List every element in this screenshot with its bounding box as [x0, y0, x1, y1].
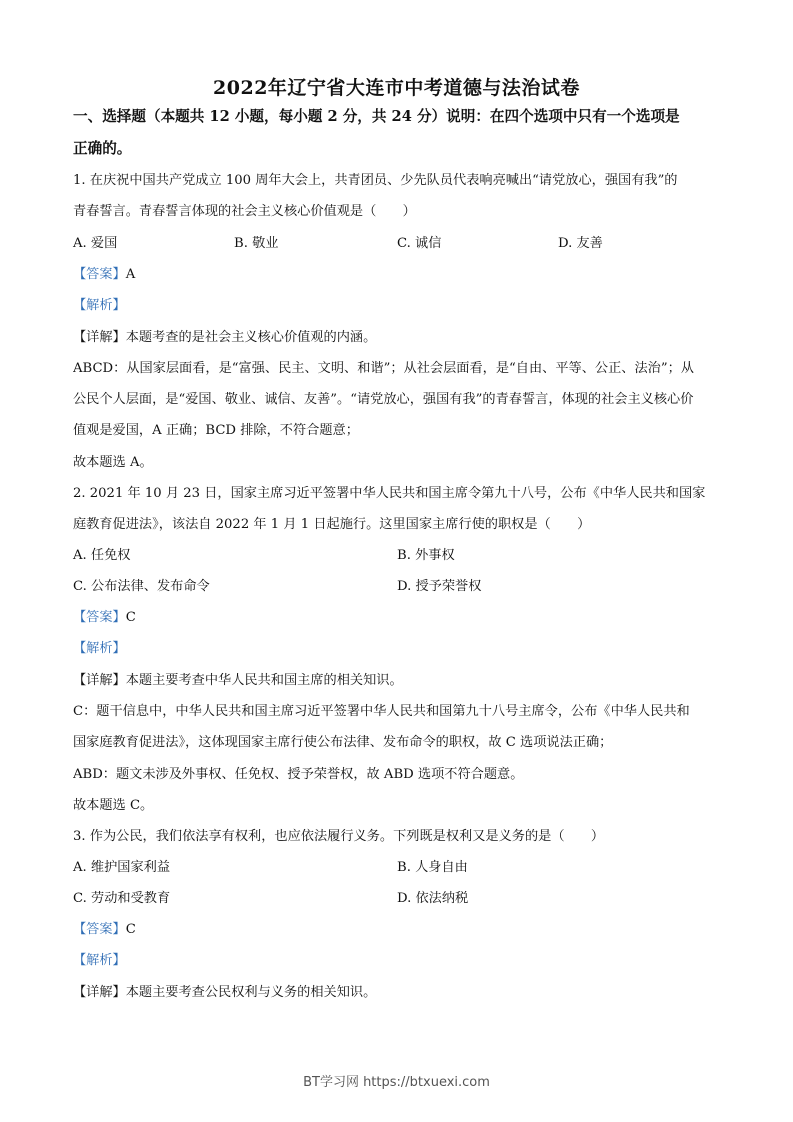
q1-answer-value: A: [125, 267, 136, 282]
q2-answer-tag: 【答案】: [73, 610, 126, 625]
section-heading-line2: 正确的。: [73, 140, 132, 157]
section-heading-line1: 一、选择题（本题共 12 小题，每小题 2 分，共 24 分）说明：在四个选项中只有一个选项是: [73, 108, 680, 125]
q1-stem-line2: 青春誓言。青春誓言体现的社会主义核心价值观是（ ）: [73, 204, 416, 219]
q2-explain-line3: ABD：题文未涉及外事权、任免权、授予荣誉权，故 ABD 选项不符合题意。: [73, 767, 524, 782]
q3-answer-line: [73, 921, 733, 939]
q1-detail-text: 本题考查的是社会主义核心价值观的内涵。: [125, 330, 377, 345]
q3-option-d: D. 依法纳税: [397, 891, 469, 906]
q2-stem-line1: 2. 2021 年 10 月 23 日，国家主席习近平签署中华人民共和国主席令第九十八号，公布《中华人民共和国家: [73, 486, 706, 501]
q3-analysis-tag: 【解析】: [73, 953, 126, 968]
q2-answer-value: C: [125, 610, 136, 625]
q2-answer-line: [73, 609, 733, 627]
q2-analysis-tag: 【解析】: [73, 641, 126, 656]
q1-answer-tag: 【答案】: [73, 267, 126, 282]
q2-option-b: B. 外事权: [397, 548, 455, 563]
q3-option-b: B. 人身自由: [397, 860, 468, 875]
q3-detail-tag: 【详解】: [73, 985, 126, 1000]
q3-option-c: C. 劳动和受教育: [73, 891, 171, 906]
q3-stem-line1: 3. 作为公民，我们依法享有权利，也应依法履行义务。下列既是权利又是义务的是（ ）: [73, 829, 605, 844]
q1-option-a: A. 爱国: [73, 236, 118, 251]
q2-detail-line: [73, 672, 733, 690]
q1-explain-line3: 值观是爱国，A 正确；BCD 排除，不符合题意；: [73, 423, 359, 438]
page-title: 2022年辽宁省大连市中考道德与法治试卷: [213, 77, 580, 99]
q1-conclusion: 故本题选 A。: [73, 455, 153, 470]
q2-option-d: D. 授予荣誉权: [397, 579, 482, 594]
footer-watermark: BT学习网 https://btxuexi.com: [303, 1075, 490, 1090]
q2-detail-text: 本题主要考查中华人民共和国主席的相关知识。: [125, 673, 403, 688]
q2-detail-tag: 【详解】: [73, 673, 126, 688]
q1-answer-line: [73, 266, 733, 284]
q1-detail-tag: 【详解】: [73, 330, 126, 345]
q3-answer-tag: 【答案】: [73, 922, 126, 937]
q2-option-a: A. 任免权: [73, 548, 131, 563]
q1-explain-line1: ABCD：从国家层面看，是“富强、民主、文明、和谐”；从社会层面看，是“自由、平等、公正、法治”；从: [73, 361, 694, 376]
q3-option-a: A. 维护国家利益: [73, 860, 171, 875]
q1-analysis-tag: 【解析】: [73, 298, 126, 313]
q2-conclusion: 故本题选 C。: [73, 798, 154, 813]
q1-option-c: C. 诚信: [397, 236, 442, 251]
q1-option-d: D. 友善: [558, 236, 603, 251]
q3-detail-text: 本题主要考查公民权利与义务的相关知识。: [125, 985, 377, 1000]
q3-answer-value: C: [125, 922, 136, 937]
q1-stem-line1: 1. 在庆祝中国共产党成立 100 周年大会上，共青团员、少先队员代表响亮喊出“请党放心，强国有我”的: [73, 173, 678, 188]
q2-stem-line2: 庭教育促进法》，该法自 2022 年 1 月 1 日起施行。这里国家主席行使的职权是（ ）: [73, 517, 591, 532]
q1-detail-line: [73, 329, 733, 347]
q2-explain-line2: 国家庭教育促进法》，这体现国家主席行使公布法律、发布命令的职权，故 C 选项说法正确；: [73, 735, 613, 750]
q1-explain-line2: 公民个人层面，是“爱国、敬业、诚信、友善”。“请党放心，强国有我”的青春誓言，体现的社会主义核心价: [73, 392, 694, 407]
q3-detail-line: [73, 984, 733, 1002]
q1-option-b: B. 敬业: [234, 236, 279, 251]
q2-explain-line1: C：题干信息中，中华人民共和国主席习近平签署中华人民共和国第九十八号主席令，公布《中华人民共和: [73, 704, 690, 719]
q2-option-c: C. 公布法律、发布命令: [73, 579, 210, 594]
